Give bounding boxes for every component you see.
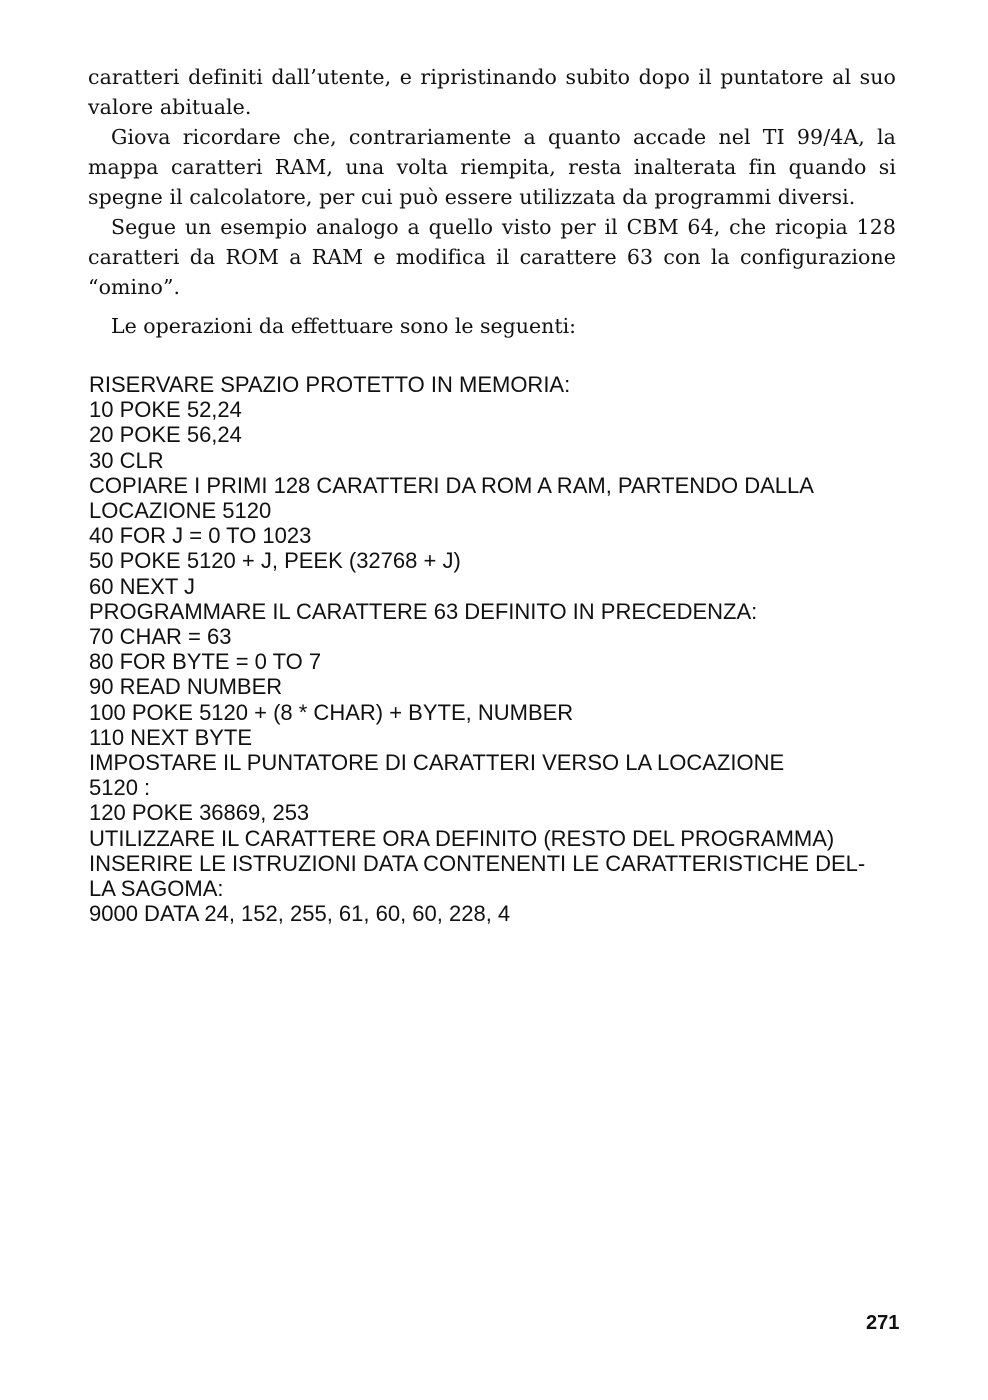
code-listing (89, 372, 904, 926)
code-line: 9000 DATA 24, 152, 255, 61, 60, 60, 228, 4 (89, 901, 511, 927)
paragraph-ram-map: Giova ricordare che, contrariamente a quanto accade nel TI 99/4A, la mappa caratteri RAM, una volta riempita, resta inalterata fin quando si spegne il calcolatore, per cui può essere utilizzata da programmi diversi. (88, 125, 896, 209)
code-line: 40 FOR J = 0 TO 1023 (89, 523, 312, 549)
code-line: UTILIZZARE IL CARATTERE ORA DEFINITO (RESTO DEL PROGRAMMA) (89, 825, 835, 851)
code-line: 60 NEXT J (89, 573, 195, 599)
code-line: COPIARE I PRIMI 128 CARATTERI DA ROM A RAM, PARTENDO DALLA (89, 472, 814, 498)
code-line: PROGRAMMARE IL CARATTERE 63 DEFINITO IN PRECEDENZA: (89, 598, 758, 624)
code-line: 30 CLR (89, 447, 164, 473)
paragraph-example: Segue un esempio analogo a quello visto per il CBM 64, che ricopia 128 caratteri da ROM a RAM e modifica il carattere 63 con la configurazione “omino”. (88, 215, 896, 299)
code-line: INSERIRE LE ISTRUZIONI DATA CONTENENTI LE CARATTERISTICHE DEL- (89, 850, 866, 876)
code-line: 50 POKE 5120 + J, PEEK (32768 + J) (89, 548, 461, 574)
operations-intro: Le operazioni da effettuare sono le seguenti: (111, 314, 577, 338)
code-line: LOCAZIONE 5120 (89, 498, 272, 524)
code-line: 120 POKE 36869, 253 (89, 800, 310, 826)
paragraph-continuation: caratteri definiti dall’utente, e ripristinando subito dopo il puntatore al suo valore abituale. (88, 65, 896, 119)
code-line: 110 NEXT BYTE (89, 724, 253, 750)
code-line: 20 POKE 56,24 (89, 422, 242, 448)
body-text (88, 62, 896, 302)
code-line: 70 CHAR = 63 (89, 624, 232, 650)
code-line: RISERVARE SPAZIO PROTETTO IN MEMORIA: (89, 372, 571, 397)
code-line: 80 FOR BYTE = 0 TO 7 (89, 649, 322, 675)
code-line: 10 POKE 52,24 (89, 397, 242, 423)
code-line: 100 POKE 5120 + (8 * CHAR) + BYTE, NUMBER (89, 699, 574, 725)
page-number: 271 (866, 1312, 900, 1334)
code-line: 90 READ NUMBER (89, 674, 283, 700)
code-line: LA SAGOMA: (89, 876, 224, 902)
code-line: IMPOSTARE IL PUNTATORE DI CARATTERI VERSO LA LOCAZIONE (89, 750, 785, 776)
code-line: 5120 : (89, 775, 151, 801)
